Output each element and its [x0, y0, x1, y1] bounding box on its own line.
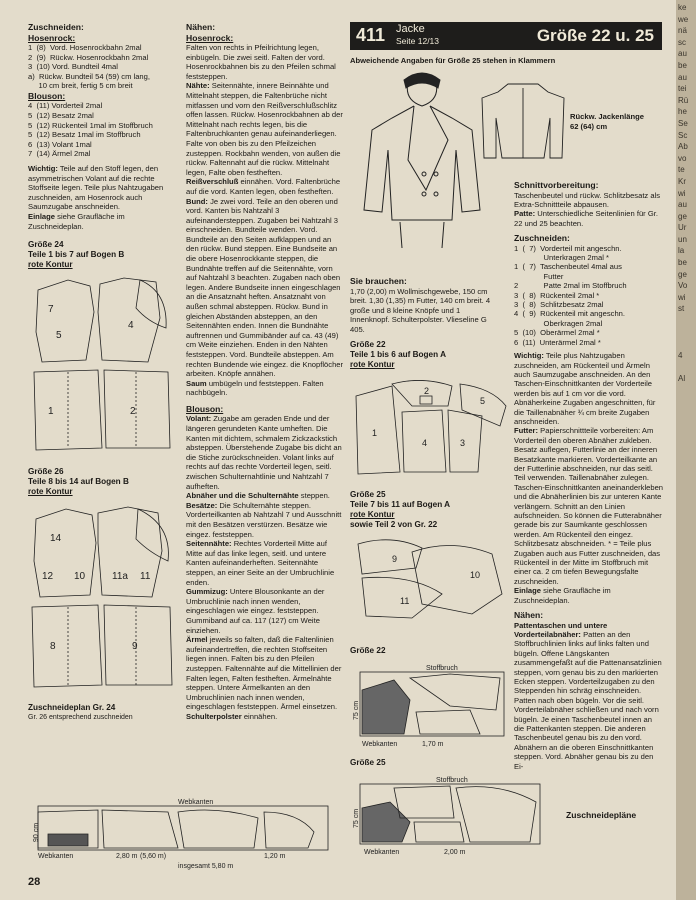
pattern-header: [350, 22, 662, 50]
zusch-heading: Zuschneiden:: [514, 233, 570, 244]
aermel-label: Ärmel: [186, 635, 208, 645]
bund-label: Bund:: [186, 196, 208, 206]
svg-text:4: 4: [128, 320, 134, 332]
wichtig3-text: Teile plus Nahtzugaben zuschneiden, am Rückenteil und Ärmeln auch Saumzugabe anschneiden. An den Taschen-Einschnittkanten der Vorderteile werden bis auf 1 cm vor die vord. Abnäherkeine Zugaben angeschnitten, für die Taillenabnäher ¾ cm breite Zugaben anschneiden.: [514, 351, 656, 426]
zuschneideplaene-heading: Zuschneidepläne: [566, 810, 637, 820]
g24-caption: [28, 240, 178, 270]
list-item: 2 (9) Rückw. Hosenrockbahn 2mal: [28, 52, 149, 62]
g22-line3: rote Kontur: [350, 360, 395, 370]
plan22-title: Größe 22: [350, 646, 386, 655]
plan-label: 75 cm: [353, 700, 360, 720]
column-1: [28, 22, 178, 725]
list-item: 5 (12) Rückenteil 1mal im Stoffbruch: [28, 120, 153, 130]
list-item: Oberkragen 2mal: [514, 318, 603, 328]
pattern-number: 411: [356, 25, 386, 45]
svg-text:11: 11: [140, 570, 151, 582]
cutting-layout-g24: [28, 798, 344, 870]
einlage3-paragraph: [514, 586, 664, 605]
g25-size: Größe 25: [350, 490, 386, 499]
svg-text:1: 1: [372, 428, 378, 438]
gummi-paragraph: [186, 587, 344, 635]
svg-text:4: 4: [422, 438, 428, 448]
plan-label: 75 cm: [353, 808, 360, 828]
plan-label: Webkanten: [178, 799, 214, 806]
plan-label: 1,70 m: [422, 741, 444, 748]
besatz-paragraph: [186, 501, 344, 539]
list-item: a) Rückw. Bundteil 54 (59) cm lang,: [28, 71, 150, 81]
seiten-text: Rechtes Vorderteil Mitte auf Mitte auf das linke legen, seitl. und untere Kanten aufeinanderheften. Seitennähte steppen, an einer Seite an der Umbruchlinie enden.: [186, 539, 335, 587]
svg-text:7: 7: [48, 304, 54, 316]
besatz-label: Besätze:: [186, 500, 218, 510]
plan-label: insgesamt 5,80 m: [178, 863, 234, 870]
plan-label: Webkanten: [362, 741, 398, 748]
g25-caption: [350, 490, 510, 530]
volant-text: Zugabe am geraden Ende und der längeren gerundeten Kante umheften. Die Kanten mit dichtem, schmalem Zickzackstich absteppen. Überstehende Zugabe bis dicht an die Stiche zurückschneiden. Volant links auf rechts auf das rechte Vorderteil legen, seitl. zwischen Schulternahtlinie und Nahtzahl 7 aufheften.: [186, 414, 342, 491]
svg-text:2: 2: [130, 406, 136, 418]
svg-text:14: 14: [50, 532, 62, 544]
abweichend-note: Abweichende Angaben für Größe 25 stehen in Klammern: [350, 56, 556, 65]
hosenrock-heading: Hosenrock:: [28, 32, 76, 43]
pattern-diagram-g24: [28, 272, 178, 458]
gummi-label: Gummizug:: [186, 587, 228, 597]
futter-paragraph: [514, 426, 664, 586]
einlage-text: siehe Graufläche im Zuschneideplan.: [28, 212, 125, 231]
cutting-layout-g25: [350, 772, 550, 862]
plan-label: 2,80 m: [116, 853, 138, 860]
hosenrock-list: [28, 43, 178, 91]
list-item: 3 ( 8) Schlitzbesatz 2mal: [514, 300, 604, 310]
rueck-value: 62 (64) cm: [570, 121, 608, 131]
list-item: 1 ( 7) Vorderteil mit angeschn.: [514, 243, 622, 253]
list-item: 5 (10) Oberärmel 2mal *: [514, 328, 600, 338]
einlage-label: Einlage: [28, 212, 56, 221]
pattern-diagram-g22: [352, 376, 512, 476]
g22-size: Größe 22: [350, 340, 386, 350]
schnitt-heading: Schnittvorbereitung:: [514, 180, 599, 190]
list-item: 2 Patte 2mal im Stoffbruch: [514, 281, 627, 291]
list-item: Futter: [514, 271, 564, 281]
pattern-title: Jacke: [396, 23, 425, 35]
next-page-edge: [676, 0, 696, 900]
blouson2-heading: Blouson:: [186, 403, 224, 414]
list-item: 6 (11) Unterärmel 2mal *: [514, 337, 601, 347]
svg-text:3: 3: [460, 438, 466, 448]
patte-text: Unterschiedliche Seitenlinien für Gr. 22 und 25 beachten.: [514, 209, 658, 228]
rv-text: einnähen. Vord. Faltenbrüche auf die vord. Kanten legen, oben festheften.: [186, 177, 341, 196]
einlage3-label: Einlage: [514, 586, 542, 596]
rv-label: Reißverschluß: [186, 177, 239, 187]
plan-label: 2,00 m: [444, 849, 466, 856]
naehte-label: Nähte:: [186, 81, 210, 91]
pattern-diagram-g25: [352, 534, 512, 624]
rueck-label: Rückw. Jackenlänge: [570, 112, 645, 121]
g25-line2: Teile 7 bis 11 auf Bogen A: [350, 500, 451, 509]
volant-label: Volant:: [186, 414, 212, 424]
futter-label: Futter:: [514, 426, 539, 436]
pattern-diagram-g26: [28, 499, 178, 695]
g25-line3b: sowie Teil 2 von Gr. 22: [350, 520, 438, 529]
svg-text:8: 8: [50, 640, 56, 652]
einlage-paragraph: [28, 212, 178, 231]
svg-text:10: 10: [74, 570, 86, 582]
rv-paragraph: [186, 177, 344, 196]
abnaeher-text: steppen.: [300, 491, 330, 501]
svg-text:1: 1: [48, 406, 54, 418]
bund-paragraph: [186, 197, 344, 379]
list-item: 1 ( 7) Taschenbeutel 4mal aus: [514, 262, 622, 272]
zuschneiden-heading: Zuschneiden:: [28, 22, 84, 32]
wichtig-paragraph: [28, 164, 178, 212]
g22-caption: [350, 340, 500, 370]
sie-text: 1,70 (2,00) m Wollmischgewebe, 150 cm breit. 1,30 (1,35) m Futter, 140 cm breit. 4 große und 8 kleine Knöpfe und 1 Innenknopf. Schulterpolster. Vlieseline G 405.: [350, 286, 491, 334]
svg-text:9: 9: [392, 554, 398, 564]
g24-size: Größe 24: [28, 240, 64, 250]
saum-paragraph: [186, 379, 344, 398]
naehen-heading: Nähen:: [186, 22, 216, 32]
blouson-heading: Blouson:: [28, 90, 66, 101]
svg-text:9: 9: [132, 640, 138, 652]
column-3-right: [514, 180, 664, 771]
plan-label: Stoffbruch: [426, 665, 458, 672]
list-item: 10 cm breit, fertig 5 cm breit: [28, 81, 133, 91]
zusch-list: [514, 244, 664, 347]
cutting-layout-g22: [350, 660, 510, 760]
list-item: 5 (12) Besatz 1mal im Stoffbruch: [28, 130, 141, 140]
schnitt-text: Taschenbeutel und rückw. Schlitzbesatz als Extra-Schnittteile abpausen.: [514, 190, 661, 209]
svg-text:12: 12: [42, 570, 54, 582]
list-item: 1 (8) Vord. Hosenrockbahn 2mal: [28, 43, 142, 52]
patte-label: Patte:: [514, 209, 536, 219]
rueck-note: [570, 112, 644, 131]
edge-text: ke we nä sc au be au tei Rü he Se Sc Ab vo te Kr wi au ge Ur un la be ge Vo wi st 4 Al: [678, 3, 689, 383]
g26-line3: rote Kontur: [28, 486, 73, 496]
list-item: Unterkragen 2mal *: [514, 253, 609, 263]
blouson-list: [28, 101, 178, 159]
jacket-illustration: [352, 70, 492, 250]
plan-g24-title: Zuschneideplan Gr. 24: [28, 703, 116, 713]
saum-label: Saum: [186, 378, 207, 388]
wichtig-label: Wichtig:: [28, 164, 58, 174]
column-2: [186, 22, 344, 721]
besatz-text: Die Schulternähte steppen. Vorderteilkanten ab Nahtzahl 7 und Ausschnitt mit den Besätzen verstürzen. Besätze wie eingez. feststeppen.: [186, 500, 342, 539]
abnaeher-label: Abnäher und die Schulternähte: [186, 491, 299, 501]
svg-text:5: 5: [56, 330, 62, 342]
naehte-paragraph: [186, 81, 344, 177]
plan-g24-sub: Gr. 26 entsprechend zuschneiden: [28, 714, 133, 722]
wichtig3-label: Wichtig:: [514, 351, 544, 361]
seiten-paragraph: [186, 539, 344, 587]
list-item: 7 (14) Ärmel 2mal: [28, 149, 91, 159]
column-3-left: [350, 276, 500, 372]
g24-line3: rote Kontur: [28, 260, 73, 270]
plan-label: Webkanten: [38, 853, 74, 860]
svg-text:11a: 11a: [112, 570, 128, 582]
bund-text: Je zwei vord. Teile an den oberen und vord. Kanten bis Nahtzahl 3 aufeinandersteppen. Zugaben bei Nahtzahl 3 einschneiden. Bundteile wenden. Vord. Bundteile an den Seiten aufklappen und an den rückw. Bund steppen. Eine Bundseite an die obere Hosenrockkante steppen, die Bundnähte treffen auf die Seitennähte, vorn auf Nahtzahl 3 beachten. Zugaben nach oben legen. Andere Bundseite innen eingeschlagen an die Ansatznaht heften. Ansatznaht von außen schmal absteppen. Rückw. Bund in gleichen Abständen absteppen, an den Seitennähten enden. Innen die Bundnähte auftrennen und Gummibänder auf ca. 43 (49) cm Weite einziehen. Enden in den Nähten feststeppen. Vord. Bundteile absteppen. Am rechten Bundende wie eingez. die Knopflöcher arbeiten. Knöpfe annähen.: [186, 196, 344, 379]
einlage3-text: siehe Graufläche im Zuschneideplan.: [514, 586, 611, 605]
wichtig3-paragraph: [514, 351, 664, 426]
futter-text: Papierschnittteile vorbereiten: Am Vorderteil den oberen Abnäher zukleben. Besatz auflegen, Futterlinie an der inneren Besatzkante markieren. Vorderteilkante an der Futterlinie abschneiden, nur das seitl. Teil verwenden. Taillenabnäher zulegen. Taschen-Einschnittkanten aneinanderkleben und die Abnäherlinien bis zur unteren Kante verlängern. Schnitt an den Linien aufschneiden. So können die Futterabnäher gerade bis zur Saumkante geschlossen werden. Am Rückenteil den eingez. Schlitzbesatz abschneiden. * = Teile plus Zugaben auch aus Futter zuschneiden, das Rückenteil in der Mitte im Stoffbruch mit einer ca. 2 cm tiefen Bewegungsfalte zuschneiden.: [514, 426, 664, 586]
pattern-size: Größe 22 u. 25: [536, 26, 654, 45]
volant-paragraph: [186, 414, 344, 491]
page-number: 28: [28, 876, 41, 888]
aermel-paragraph: [186, 635, 344, 712]
saum-text: umbügeln und feststeppen. Falten nachbügeln.: [186, 378, 324, 398]
schulter-label: Schulterpolster: [186, 711, 242, 721]
svg-text:2: 2: [424, 386, 430, 396]
g25-line3: rote Kontur: [350, 510, 395, 519]
plan-label: (5,60 m): [140, 853, 167, 860]
list-item: 3 ( 8) Rückenteil 2mal *: [514, 290, 600, 300]
svg-text:11: 11: [400, 596, 410, 606]
list-item: 4 (11) Vorderteil 2mal: [28, 101, 103, 111]
plan25-title: Größe 25: [350, 758, 386, 767]
plan-g24-caption: [28, 703, 178, 723]
g24-line2: Teile 1 bis 7 auf Bogen B: [28, 250, 125, 260]
g26-caption: [28, 467, 178, 497]
svg-text:5: 5: [480, 396, 486, 406]
g26-size: Größe 26: [28, 466, 64, 476]
naehte-text: Seitennähte, innere Beinnähte und Mittelnaht steppen, die Faltenbrüche nicht mitfassen und vorn den Reißverschlußschlitz offen lassen. Rückw. Hosenrockbahnen ab der Mittelnaht nach rechts legen, bis die Faltenbruchkanten genau aufeinanderliegen. Falte von oben bis zu den Pfeilzeichen zusteppen. Rockbahn wenden, von außen die rückw. Faltennaht auf die rückw. Mittelnaht legen, Falte oben festheften.: [186, 81, 343, 177]
gummi-text: Untere Blousonkante an der Umbruchlinie nach innen wenden, eingeschlagen wie eingez. feststeppen. Gummiband auf ca. 117 (127) cm Weite einziehen.: [186, 587, 325, 635]
plan-label: Stoffbruch: [436, 777, 468, 784]
g22-line2: Teile 1 bis 6 auf Bogen A: [350, 350, 446, 360]
g25-caption-box: [350, 484, 510, 532]
falten-text: Falten von rechts in Pfeilrichtung legen, einbügeln. Die zwei seitl. Falten der vord. Hosenrockbahnen bis zu den Pfeilen schmal feststeppen.: [186, 43, 336, 81]
plan-label: 1,20 m: [264, 853, 286, 860]
naehen3-heading: Nähen:: [514, 610, 544, 621]
abnaeher-paragraph: [186, 491, 344, 501]
falten-paragraph: [186, 43, 344, 81]
pat-label: Pattentaschen und untere Vorderteilabnäher:: [514, 620, 608, 639]
aermel-text: jeweils so falten, daß die Faltenlinien aufeinandertreffen, die rechten Stoffseiten liegen innen. Falten bis zu den Pfeilen zusteppen. Faltennähte auf die Mittellinien der Falten legen, Falten festheften. Ärmelnähte steppen. Untere Ärmelkanten an den Umbruchlinien nach innen wenden, eingeschlagen feststeppen. Ärmel einsetzen.: [186, 635, 342, 712]
schulter-paragraph: [186, 712, 344, 722]
wichtig-text: Teile auf den Stoff legen, den asymmetrischen Volant auf die rechte Stoffseite legen. Teile plus Nahtzugaben zuschneiden, am Hosenrock auch Saumzugabe anschneiden.: [28, 164, 164, 212]
plan-label: Webkanten: [364, 849, 400, 856]
plan-label: 90 cm: [33, 822, 40, 842]
pat-paragraph: [514, 621, 664, 772]
jacket-back-drawing: [478, 78, 568, 164]
list-item: 3 (10) Vord. Bundteil 4mal: [28, 62, 118, 72]
pattern-subtitle: Seite 12/13: [396, 36, 440, 46]
pat-text: Patten an den Stoffbruchlinien links auf links falten und bügeln. Offene Längskanten zusammengefaßt auf die Pattenansatzlinien steppen, vorn genau bis zu den markierten Ecken steppen. Vorderteilzugaben zu den Steppenden hin schräg einschneiden. Patten nach oben bügeln. Vor die seitl. Vorderteilabnäher schließen und nach vorn bügeln. Je einen Taschenbeutel innen an die Pattenkanten steppen. Die anderen Taschenbeutel genau bis zu den vord. Abnähern an die oberen Einschnittkanten steppen. Vord. Abnäher genau bis zu den Ei-: [514, 629, 662, 771]
seiten-label: Seitennähte:: [186, 539, 232, 549]
sie-heading: Sie brauchen:: [350, 276, 407, 286]
svg-text:10: 10: [470, 570, 481, 580]
list-item: 6 (13) Volant 1mal: [28, 139, 92, 149]
schulter-text: einnähen.: [243, 711, 278, 721]
hosenrock2-heading: Hosenrock:: [186, 32, 234, 43]
list-item: 5 (12) Besatz 2mal: [28, 111, 94, 121]
list-item: 4 ( 9) Rückenteil mit angeschn.: [514, 309, 626, 319]
g26-line2: Teile 8 bis 14 auf Bogen B: [28, 476, 129, 486]
patte-paragraph: [514, 209, 664, 228]
